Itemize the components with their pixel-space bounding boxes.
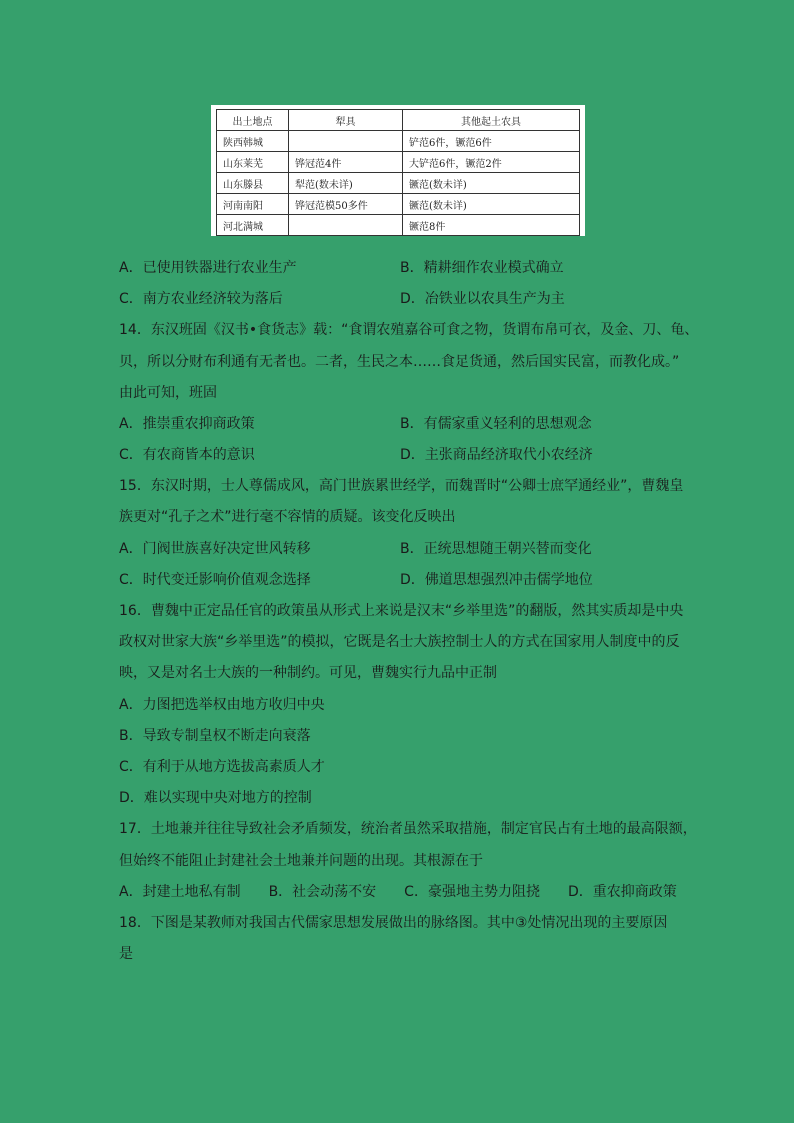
table-header: 其他起土农具	[403, 110, 580, 131]
q16-stem-line1: 16．曹魏中正定品任官的政策虽从形式上来说是汉末“乡举里选”的翻版，然其实质却是中央	[119, 603, 684, 619]
table-header-row	[217, 110, 580, 131]
q14-stem-line1: 14．东汉班固《汉书•食货志》载：“食谓农殖嘉谷可食之物，货谓布帛可衣，及金、刀、龟、	[119, 322, 699, 338]
q17-stem-line2: 但始终不能阻止封建社会土地兼并问题的出现。其根源在于	[119, 853, 483, 869]
table-header: 出土地点	[217, 110, 289, 131]
q16-option-b: B．导致专制皇权不断走向衰落	[119, 728, 311, 744]
table-cell: 陕西韩城	[217, 131, 289, 152]
excavation-table-panel	[211, 105, 585, 236]
table-cell: 铧冠范模50多件	[289, 194, 403, 215]
q18-stem-line2: 是	[119, 946, 133, 962]
q15-option-a: A．门阀世族喜好决定世风转移	[119, 541, 311, 557]
q16-option-d: D．难以实现中央对地方的控制	[119, 790, 312, 806]
q13-option-a: A．已使用铁器进行农业生产	[119, 260, 297, 276]
table-cell: 山东莱芜	[217, 152, 289, 173]
table-cell: 犁范(数未详)	[289, 173, 403, 194]
q14-stem-line3: 由此可知，班固	[119, 385, 217, 401]
table-cell: 大铲范6件，镢范2件	[403, 152, 580, 173]
q13-option-b: B．精耕细作农业模式确立	[400, 260, 564, 276]
q15-option-d: D．佛道思想强烈冲击儒学地位	[400, 572, 593, 588]
table-row	[217, 215, 580, 236]
q17-options: A．封建土地私有制 B．社会动荡不安 C．豪强地主势力阻挠 D．重农抑商政策	[119, 884, 677, 900]
q18-stem-line1: 18．下图是某教师对我国古代儒家思想发展做出的脉络图。其中③处情况出现的主要原因	[119, 915, 668, 931]
q15-stem-line1: 15．东汉时期，士人尊儒成风，高门世族累世经学，而魏晋时“公卿士庶罕通经业”，曹魏皇	[119, 478, 684, 494]
table-row	[217, 173, 580, 194]
table-header: 犁具	[289, 110, 403, 131]
table-cell: 镢范(数未详)	[403, 194, 580, 215]
table-cell: 河南南阳	[217, 194, 289, 215]
table-row	[217, 194, 580, 215]
table-cell: 铧冠范4件	[289, 152, 403, 173]
table-cell: 山东滕县	[217, 173, 289, 194]
q14-stem-line2: 贝，所以分财布利通有无者也。二者，生民之本……食足货通，然后国实民富，而教化成。”	[119, 354, 680, 370]
q15-option-b: B．正统思想随王朝兴替而变化	[400, 541, 592, 557]
q16-option-a: A．力图把选举权由地方收归中央	[119, 697, 325, 713]
table-cell: 镢范8件	[403, 215, 580, 236]
q16-stem-line2: 政权对世家大族“乡举里选”的模拟，它既是名士大族控制士人的方式在国家用人制度中的反	[119, 634, 680, 650]
q14-option-c: C．有农商皆本的意识	[119, 447, 255, 463]
q15-option-c: C．时代变迁影响价值观念选择	[119, 572, 311, 588]
table-cell: 镢范(数未详)	[403, 173, 580, 194]
q14-option-d: D．主张商品经济取代小农经济	[400, 447, 593, 463]
q16-option-c: C．有利于从地方选拔高素质人才	[119, 759, 325, 775]
q13-option-d: D．冶铁业以农具生产为主	[400, 291, 565, 307]
table-cell: 河北满城	[217, 215, 289, 236]
table-cell	[289, 131, 403, 152]
table-cell: 铲范6件，镢范6件	[403, 131, 580, 152]
excavation-table	[216, 109, 580, 236]
q14-option-b: B．有儒家重义轻利的思想观念	[400, 416, 592, 432]
q17-stem-line1: 17．土地兼并往往导致社会矛盾频发，统治者虽然采取措施，制定官民占有土地的最高限额，	[119, 821, 697, 837]
table-row	[217, 152, 580, 173]
table-cell	[289, 215, 403, 236]
q14-option-a: A．推崇重农抑商政策	[119, 416, 255, 432]
q15-stem-line2: 族更对“孔子之术”进行毫不容情的质疑。该变化反映出	[119, 509, 456, 525]
table-row	[217, 131, 580, 152]
q16-stem-line3: 映，又是对名士大族的一种制约。可见，曹魏实行九品中正制	[119, 665, 497, 681]
q13-option-c: C．南方农业经济较为落后	[119, 291, 283, 307]
